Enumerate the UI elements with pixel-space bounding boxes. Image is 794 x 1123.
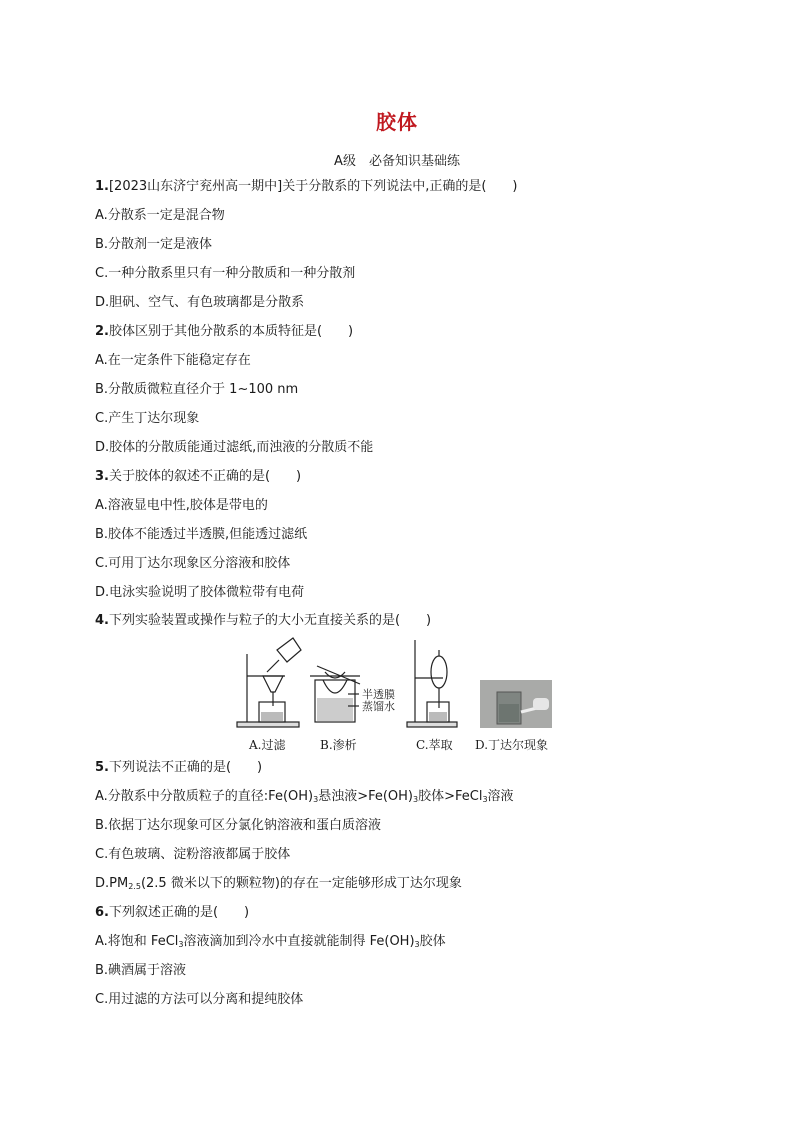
option: A.溶液显电中性,胶体是带电的 xyxy=(95,498,268,513)
option: B.分散剂一定是液体 xyxy=(95,237,213,252)
question-3-stem xyxy=(95,468,301,486)
figure-label-b: B.渗析 xyxy=(320,738,357,752)
figure-label-c: C.萃取 xyxy=(416,738,453,752)
question-5-stem xyxy=(95,759,262,777)
apparatus-drawing xyxy=(235,636,560,736)
question-text: 胶体区别于其他分散系的本质特征是( ) xyxy=(108,324,354,339)
experiment-figure xyxy=(235,636,560,756)
question-text: 下列说法不正确的是( ) xyxy=(108,760,263,775)
question-1-stem xyxy=(95,178,518,196)
question-text: 关于胶体的叙述不正确的是( ) xyxy=(108,469,302,484)
dialysis-apparatus xyxy=(310,666,360,722)
figure-label-a: A.过滤 xyxy=(249,738,286,752)
question-text: 下列实验装置或操作与粒子的大小无直接关系的是( ) xyxy=(108,613,432,628)
question-number: 2. xyxy=(95,324,109,339)
question-2-stem xyxy=(95,323,353,341)
tyndall-photo xyxy=(480,680,552,728)
extraction-apparatus xyxy=(407,640,457,727)
question-number: 6. xyxy=(95,905,109,920)
option: B.胶体不能透过半透膜,但能透过滤纸 xyxy=(95,527,308,542)
question-text: [2023山东济宁兖州高一期中]关于分散系的下列说法中,正确的是( ) xyxy=(108,179,518,194)
option: B.分散质微粒直径介于 1~100 nm xyxy=(95,382,299,397)
filtration-apparatus xyxy=(237,638,301,727)
option: C.有色玻璃、淀粉溶液都属于胶体 xyxy=(95,847,291,862)
question-number: 3. xyxy=(95,469,109,484)
option: C.用过滤的方法可以分离和提纯胶体 xyxy=(95,992,304,1007)
question-6-stem xyxy=(95,904,249,922)
question-4-stem xyxy=(95,612,431,630)
option: D.电泳实验说明了胶体微粒带有电荷 xyxy=(95,585,305,600)
option: C.一种分散系里只有一种分散质和一种分散剂 xyxy=(95,266,356,281)
option: C.可用丁达尔现象区分溶液和胶体 xyxy=(95,556,291,571)
option: $D.PM_{2.5}(2.5$ 微米以下的颗粒物)的存在一定能够形成丁达尔现象 xyxy=(95,876,462,891)
membrane-annotation: 半透膜 xyxy=(362,688,395,701)
option: D.胆矾、空气、有色玻璃都是分散系 xyxy=(95,295,305,310)
option: D.胶体的分散质能通过滤纸,而浊液的分散质不能 xyxy=(95,440,374,455)
question-text: 下列叙述正确的是( ) xyxy=(108,905,250,920)
option: B.依据丁达尔现象可区分氯化钠溶液和蛋白质溶液 xyxy=(95,818,382,833)
option: B.碘酒属于溶液 xyxy=(95,963,187,978)
page-title: 胶体 xyxy=(376,110,418,134)
question-number: 1. xyxy=(95,179,109,194)
option: A.将饱和 FeCl$_3$溶液滴加到冷水中直接就能制得 $Fe(OH)_3$胶体 xyxy=(95,934,446,949)
figure-label-d: D.丁达尔现象 xyxy=(475,738,549,752)
question-number: 4. xyxy=(95,613,109,628)
option: A.在一定条件下能稳定存在 xyxy=(95,353,251,368)
water-annotation: 蒸馏水 xyxy=(362,700,395,713)
option: C.产生丁达尔现象 xyxy=(95,411,200,426)
question-number: 5. xyxy=(95,760,109,775)
section-subtitle: A级 必备知识基础练 xyxy=(334,154,460,169)
option: A.分散系一定是混合物 xyxy=(95,208,225,223)
option: A.分散系中分散质粒子的直径$:Fe(OH)_3$悬浊液$>Fe(OH)_3$胶体>FeCl$_3$溶液 xyxy=(95,789,514,804)
